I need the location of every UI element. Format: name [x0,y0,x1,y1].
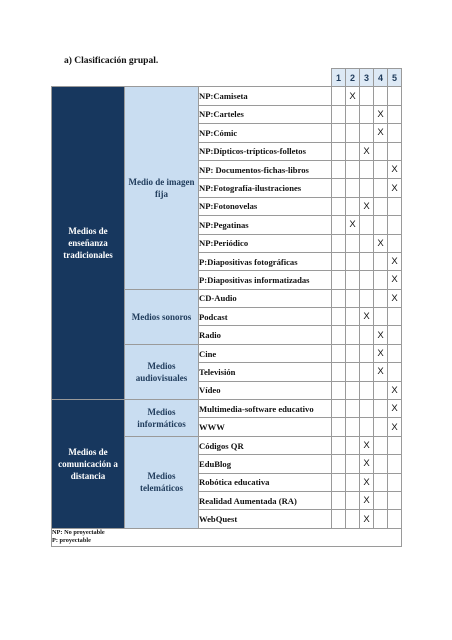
mark-cell: X [388,252,402,270]
mark-cell [374,473,388,491]
mark-cell: X [374,234,388,252]
mark-cell [360,160,374,178]
mark-cell [374,179,388,197]
mark-cell [332,216,346,234]
item-label: CD-Audio [199,289,332,307]
mark-cell: X [360,510,374,528]
legend-note: NP: No proyectable [52,528,105,536]
mark-cell [332,308,346,326]
mark-cell [374,510,388,528]
notes-row [52,528,402,546]
mark-cell [360,344,374,362]
mark-cell: X [360,436,374,454]
mark-cell [346,124,360,142]
item-label: NP: Documentos-fichas-libros [199,160,332,178]
item-label: NP:Periódico [199,234,332,252]
mark-cell: X [346,216,360,234]
subgroup-label: Medios audiovisuales [125,344,199,399]
mark-cell [346,344,360,362]
mark-cell [374,271,388,289]
table-row [52,400,402,418]
mark-cell: X [388,418,402,436]
mark-cell [388,87,402,105]
mark-cell [388,363,402,381]
mark-cell [346,491,360,509]
mark-cell [332,455,346,473]
mark-cell [388,234,402,252]
mark-cell [332,363,346,381]
mark-cell: X [388,289,402,307]
mark-cell [346,363,360,381]
mark-cell [346,436,360,454]
mark-cell: X [374,105,388,123]
item-label: NP:Pegatinas [199,216,332,234]
mark-cell [332,252,346,270]
item-label: EduBlog [199,455,332,473]
mark-cell: X [388,179,402,197]
mark-cell: X [360,455,374,473]
mark-cell: X [360,197,374,215]
item-label: NP:Fotonovelas [199,197,332,215]
mark-cell [388,216,402,234]
group-label: Medios de enseñanza tradicionales [52,87,125,400]
table-row [52,87,402,105]
mark-cell [360,289,374,307]
mark-cell [332,289,346,307]
item-label: NP:Dípticos-trípticos-folletos [199,142,332,160]
mark-cell [346,418,360,436]
mark-cell [332,160,346,178]
mark-cell: X [360,142,374,160]
mark-cell [332,87,346,105]
item-label: WebQuest [199,510,332,528]
mark-cell [360,363,374,381]
item-label: Cine [199,344,332,362]
mark-cell [360,252,374,270]
mark-cell [374,142,388,160]
mark-cell [332,234,346,252]
column-header: 1 [332,69,346,87]
mark-cell [374,197,388,215]
mark-cell: X [388,271,402,289]
mark-cell [346,510,360,528]
mark-cell [360,234,374,252]
mark-cell [388,197,402,215]
mark-cell: X [374,326,388,344]
mark-cell [374,436,388,454]
mark-cell [360,216,374,234]
mark-cell [332,179,346,197]
mark-cell [360,418,374,436]
item-label: Robótica educativa [199,473,332,491]
mark-cell [346,473,360,491]
header-spacer [52,69,332,87]
mark-cell [374,455,388,473]
mark-cell [360,326,374,344]
mark-cell [346,455,360,473]
mark-cell [360,400,374,418]
section-heading: a) Clasificación grupal. [64,56,159,66]
mark-cell: X [374,344,388,362]
classification-table [51,68,402,547]
column-header: 3 [360,69,374,87]
item-label: P:Diapositivas informatizadas [199,271,332,289]
mark-cell [374,216,388,234]
item-label: Realidad Aumentada (RA) [199,491,332,509]
item-label: Vídeo [199,381,332,399]
item-label: Radio [199,326,332,344]
mark-cell [332,418,346,436]
mark-cell [346,179,360,197]
mark-cell [346,252,360,270]
mark-cell [332,326,346,344]
item-label: NP:Cómic [199,124,332,142]
mark-cell [346,197,360,215]
mark-cell [374,252,388,270]
mark-cell [332,491,346,509]
mark-cell: X [360,491,374,509]
mark-cell [388,142,402,160]
mark-cell: X [388,400,402,418]
column-header: 2 [346,69,360,87]
mark-cell: X [374,363,388,381]
mark-cell: X [388,381,402,399]
mark-cell [332,271,346,289]
item-label: WWW [199,418,332,436]
mark-cell [346,400,360,418]
mark-cell [388,473,402,491]
mark-cell [332,436,346,454]
item-label: NP:Fotografía-ilustraciones [199,179,332,197]
item-label: Podcast [199,308,332,326]
mark-cell: X [360,308,374,326]
mark-cell [332,473,346,491]
item-label: Televisión [199,363,332,381]
mark-cell [332,124,346,142]
mark-cell [332,381,346,399]
mark-cell [346,142,360,160]
mark-cell [374,87,388,105]
legend-note: P: proyectable [52,536,91,544]
mark-cell [346,105,360,123]
mark-cell [388,344,402,362]
mark-cell [360,124,374,142]
mark-cell [388,308,402,326]
group-label: Medios de comunicación a distancia [52,400,125,529]
mark-cell [332,510,346,528]
mark-cell [332,142,346,160]
item-label: P:Diapositivas fotográficas [199,252,332,270]
mark-cell [332,400,346,418]
mark-cell [388,436,402,454]
legend-notes [52,528,402,546]
mark-cell [374,491,388,509]
mark-cell [388,510,402,528]
mark-cell [332,105,346,123]
mark-cell [388,326,402,344]
mark-cell [360,87,374,105]
item-label: Códigos QR [199,436,332,454]
mark-cell [360,381,374,399]
mark-cell [374,289,388,307]
subgroup-label: Medio de imagen fija [125,87,199,289]
mark-cell [388,105,402,123]
item-label: NP:Carteles [199,105,332,123]
mark-cell [388,455,402,473]
mark-cell [346,289,360,307]
mark-cell: X [360,473,374,491]
mark-cell [360,105,374,123]
subgroup-label: Medios telemáticos [125,436,199,528]
mark-cell [346,308,360,326]
mark-cell [360,271,374,289]
mark-cell [388,491,402,509]
mark-cell [374,400,388,418]
mark-cell [332,344,346,362]
mark-cell [360,179,374,197]
mark-cell [374,308,388,326]
mark-cell [346,381,360,399]
mark-cell [388,124,402,142]
mark-cell [346,160,360,178]
column-header: 5 [388,69,402,87]
item-label: NP:Camiseta [199,87,332,105]
subgroup-label: Medios informáticos [125,400,199,437]
mark-cell [346,271,360,289]
subgroup-label: Medios sonoros [125,289,199,344]
mark-cell: X [374,124,388,142]
mark-cell [346,326,360,344]
mark-cell: X [388,160,402,178]
mark-cell [374,381,388,399]
mark-cell [332,197,346,215]
mark-cell [346,234,360,252]
mark-cell [374,418,388,436]
table-body [52,69,402,547]
header-row [52,69,402,87]
item-label: Multimedia-software educativo [199,400,332,418]
mark-cell [374,160,388,178]
column-header: 4 [374,69,388,87]
mark-cell: X [346,87,360,105]
